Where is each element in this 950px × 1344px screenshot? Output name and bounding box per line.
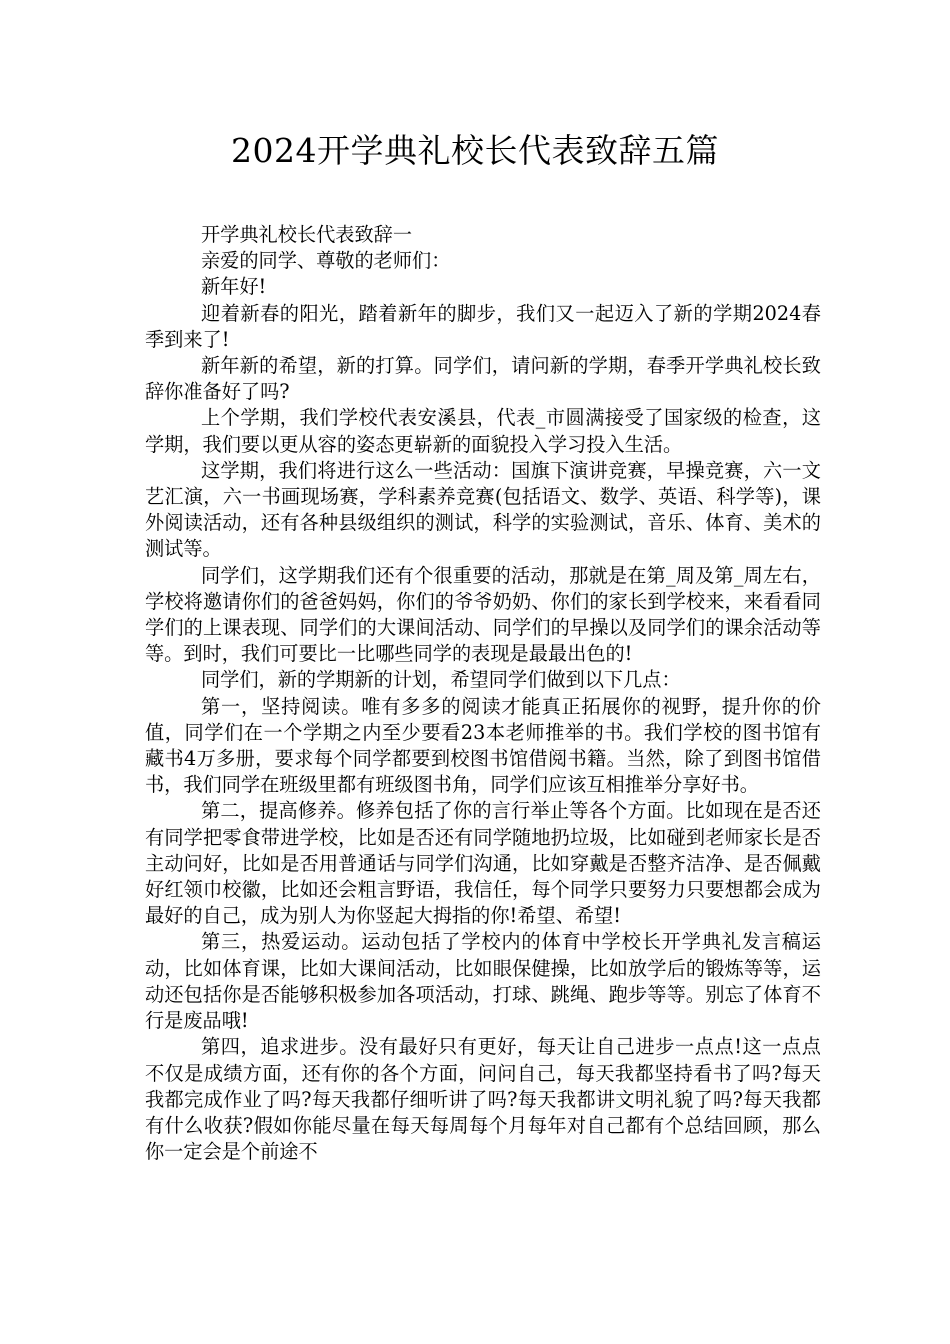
document-body xyxy=(145,222,821,1165)
paragraph-greeting: 新年好! xyxy=(201,275,267,299)
paragraph: 迎着新春的阳光，踏着新年的脚步，我们又一起迈入了新的学期2024春季到来了! xyxy=(145,301,821,351)
paragraph: 第一，坚持阅读。唯有多多的阅读才能真正拓展你的视野，提升你的价值，同学们在一个学期之内至少要看23本老师推举的书。我们学校的图书馆有藏书4万多册，要求每个同学都要到校图书馆借阅书籍。当然，除了到图书馆借书，我们同学在班级里都有班级图书角，同学们应该互相推举分享好书。 xyxy=(145,694,821,797)
paragraph-heading: 开学典礼校长代表致辞一 xyxy=(201,223,413,246)
paragraph: 第二，提高修养。修养包括了你的言行举止等各个方面。比如现在是否还有同学把零食带进学校，比如是否还有同学随地扔垃圾，比如碰到老师家长是否主动问好，比如是否用普通话与同学们沟通，比如穿戴是否整齐洁净、是否佩戴好红领巾校徽，比如还会粗言野语，我信任，每个同学只要努力只要想都会成为最好的自己，成为别人为你竖起大拇指的你!希望、希望! xyxy=(145,799,821,928)
document-title: 2024开学典礼校长代表致辞五篇 xyxy=(231,131,719,170)
paragraph-salutation: 亲爱的同学、尊敬的老师们： xyxy=(201,249,451,273)
paragraph: 第四，追求进步。没有最好只有更好，每天让自己进步一点点!这一点点不仅是成绩方面，还有你的各个方面，问问自己，每天我都坚持看书了吗?每天我都完成作业了吗?每天我都仔细听讲了吗?每天我都讲文明礼貌了吗?每天我都有什么收获?假如你能尽量在每天每周每个月每年对自己都有个总结回顾，那么你一定会是个前途不 xyxy=(145,1035,821,1164)
paragraph: 新年新的希望，新的打算。同学们，请问新的学期，春季开学典礼校长致辞你准备好了吗? xyxy=(145,354,821,404)
paragraph: 同学们，这学期我们还有个很重要的活动，那就是在第_周及第_周左右，学校将邀请你们的爸爸妈妈，你们的爷爷奶奶、你们的家长到学校来，来看看同学们的上课表现、同学们的大课间活动、同学们的早操以及同学们的课余活动等等。到时，我们可要比一比哪些同学的表现是最最出色的! xyxy=(145,563,821,666)
paragraph: 这学期，我们将进行这么一些活动：国旗下演讲竞赛，早操竞赛，六一文艺汇演，六一书画现场赛，学科素养竞赛(包括语文、数学、英语、科学等)，课外阅读活动，还有各种县级组织的测试，科学的实验测试，音乐、体育、美术的测试等。 xyxy=(145,458,821,561)
paragraph: 上个学期，我们学校代表安溪县，代表_市圆满接受了国家级的检查，这学期，我们要以更从容的姿态更崭新的面貌投入学习投入生活。 xyxy=(145,406,821,456)
paragraph: 同学们，新的学期新的计划，希望同学们做到以下几点： xyxy=(201,668,681,692)
paragraph: 第三，热爱运动。运动包括了学校内的体育中学校长开学典礼发言稿运动，比如体育课，比如大课间活动，比如眼保健操，比如放学后的锻炼等等，运动还包括你是否能够积极参加各项活动，打球、跳绳、跑步等等。别忘了体育不行是废品哦! xyxy=(145,930,821,1033)
